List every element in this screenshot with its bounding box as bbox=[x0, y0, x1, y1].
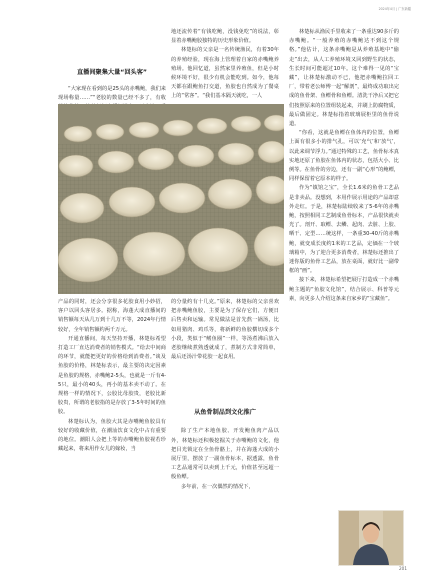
paragraph: 林楚标从渔民手里收来了一条重达90多斤的赤嘴鲍。“一般养殖的赤嘴鲍达不到这个规格。”他估计，这条赤嘴鲍是从养殖基地中“偷走”出去，从人工养殖环境又回到野生的状态，生长时间可能超过10年。这个难得一见的“宝藏”，让林楚标激动不已，他把赤嘴鲍拉回工厂，带着老公师傅一起“解剖”，最终成功取出完成的鱼骨架、鱼鳔骨和鱼鳔。清洗干净后又把它们按照原来的位置组装起来，并刷上防腐物质，最后做固定。林楚标指着玻璃展柜里的鱼骨说道。 bbox=[289, 29, 399, 128]
right-column bbox=[289, 28, 399, 548]
left-column-bottom bbox=[58, 298, 166, 550]
running-header: 2024年4月 | 广东新疆 bbox=[378, 7, 411, 11]
paragraph: 多年前，在一次偶然的情况下， bbox=[181, 483, 254, 490]
section-title-culture: 从鱼骨制品到文化推广 bbox=[194, 409, 256, 417]
paragraph: 林楚标认为，鱼胶大其是赤嘴鲍鱼胶具有较好的收藏价值，在潮汕饮食文化中占有重要的地位。潮阳人会把上等的赤嘴鲍鱼胶视若珍藏起来，将来用作女儿的嫁妆，当 bbox=[58, 418, 166, 453]
paragraph: 产品的同时，还会分享很多花胶食用小妙招，客户以回头客居多。据称，海蓬大成直播间的销售额每天从几万到十几万不等，2024年行情较好，全年销售额约两千万元。 bbox=[58, 299, 166, 333]
paragraph: 地还流传着“有钱吃鲍，没钱免吃”的说法，彰显着赤嘴鲍胶独特的历史形象价值。 bbox=[171, 29, 279, 45]
fish-maw-illustration bbox=[58, 104, 284, 294]
paragraph: 开通直播间，每天坚持开播，林楚标希望打造工厂直达消费者的销售模式。“给去中间商的环节，就能把更好的价格给到消费者。”谈及鱼胶的价格，林楚标表示，最主要的决定因素是鱼胶的规格，赤嘴鲍2-5头，也就是一斤有4-5只，最小的40头，再小的基本卖不动了。在规格一样的情况下，公胶比母胶贵，老胶比新胶贵，所谓的老胶指的是存放了3-5年时间的鱼胶。 bbox=[58, 335, 166, 416]
paragraph: 除了生产本地鱼胶、开发鲍鱼肉产品以外，林楚标还积极挖掘关于赤嘴鲍的文化，他把目光锁定在全鱼骨骼上，并在海蓬大成的小展厅里，摆放了一副鱼骨标本，据透露，鱼骨工艺品通常可以卖到上千元，价值甚至远超一般鱼鳔。 bbox=[171, 428, 279, 481]
paragraph: “大家现在看到的是25头的赤嘴鲍，我们来现场称量……”“老胶的数量已经不多了，有收 bbox=[58, 86, 166, 102]
person-portrait-photo bbox=[338, 510, 404, 566]
paragraph: 接下来，林楚标希望把展厅打造成一个赤嘴鲍主题的“鱼胶文化馆”，结合展示、科普等元素，向更多人介绍这条来自家乡的“宝藏鱼”。 bbox=[289, 277, 399, 302]
paragraph: “你看，这就是鱼鳔在鱼体内的位置，鱼鳔上面有很多小的排气孔，可以‘充气’和‘放气’，以此来调节浮力。”通过特殊的工艺，鱼骨标本真实地还原了鱼胶在鱼体内的状态，包括大小、比例等。在鱼骨的旁边，还有一副“心形”的鲍鳔，同样保留着它原本的样子。 bbox=[289, 130, 399, 183]
paragraph: 林楚标的父亲是一名传统渔民，有着30年的养殖经验，现在海上管理着自家的赤嘴鲍养殖场。他回忆道，虽然家里养殖鱼，但是小时候环境不好，很少有机会能吃到。如今，他每天都在跟鲍鱼打交道，鱼胶也自然成为了餐桌上的“常客”。“我们基本隔天就吃，一人 bbox=[171, 47, 279, 100]
paragraph: 的分量约有十几克。”原来，林楚标的父亲喜欢把赤嘴鲍鱼胶，主要是为了保存它们，方便日后售卖和运输。常见做法是首先熬一锅汤，比如用猪肉、鸡爪等，将新鲜的鱼胶横切成多个小段，类似于“鳝鱼圈”一样，等汤煮沸后放入老胶继续煮熟透就成了，煮制方式非常简单，最后还汤汁带花胶一起食用。 bbox=[171, 299, 279, 361]
section-title-livestream: 直播间聚集大量“回头客” bbox=[76, 69, 147, 76]
person-illustration bbox=[339, 511, 403, 565]
paragraph: 作为“镇馆之宝”，全长1.6米的鱼骨工艺品是非卖品。没想到，本用作展示用途的产品却意外走红。于是，林楚标陆续收来了5-6年的赤嘴鲍，按照相同工艺制成鱼骨标本，产品很快就卖光了。剖开、取鳔、去鳞、起肉、去脏、上胶、晒干、定型……统这样，一条重30-40斤的赤嘴鲍，就变成长度约1米的工艺品，定価在一个玻璃箱中，为了迎合更多消费者，林楚标还推出了迷你版的鱼骨工艺品，放在桌面，就好比一副带框的“画”。 bbox=[289, 185, 399, 275]
page-number: 201 bbox=[399, 566, 407, 571]
middle-column-bottom bbox=[171, 298, 279, 550]
middle-column-top bbox=[171, 28, 279, 102]
fish-maw-drying-photo bbox=[58, 104, 284, 294]
